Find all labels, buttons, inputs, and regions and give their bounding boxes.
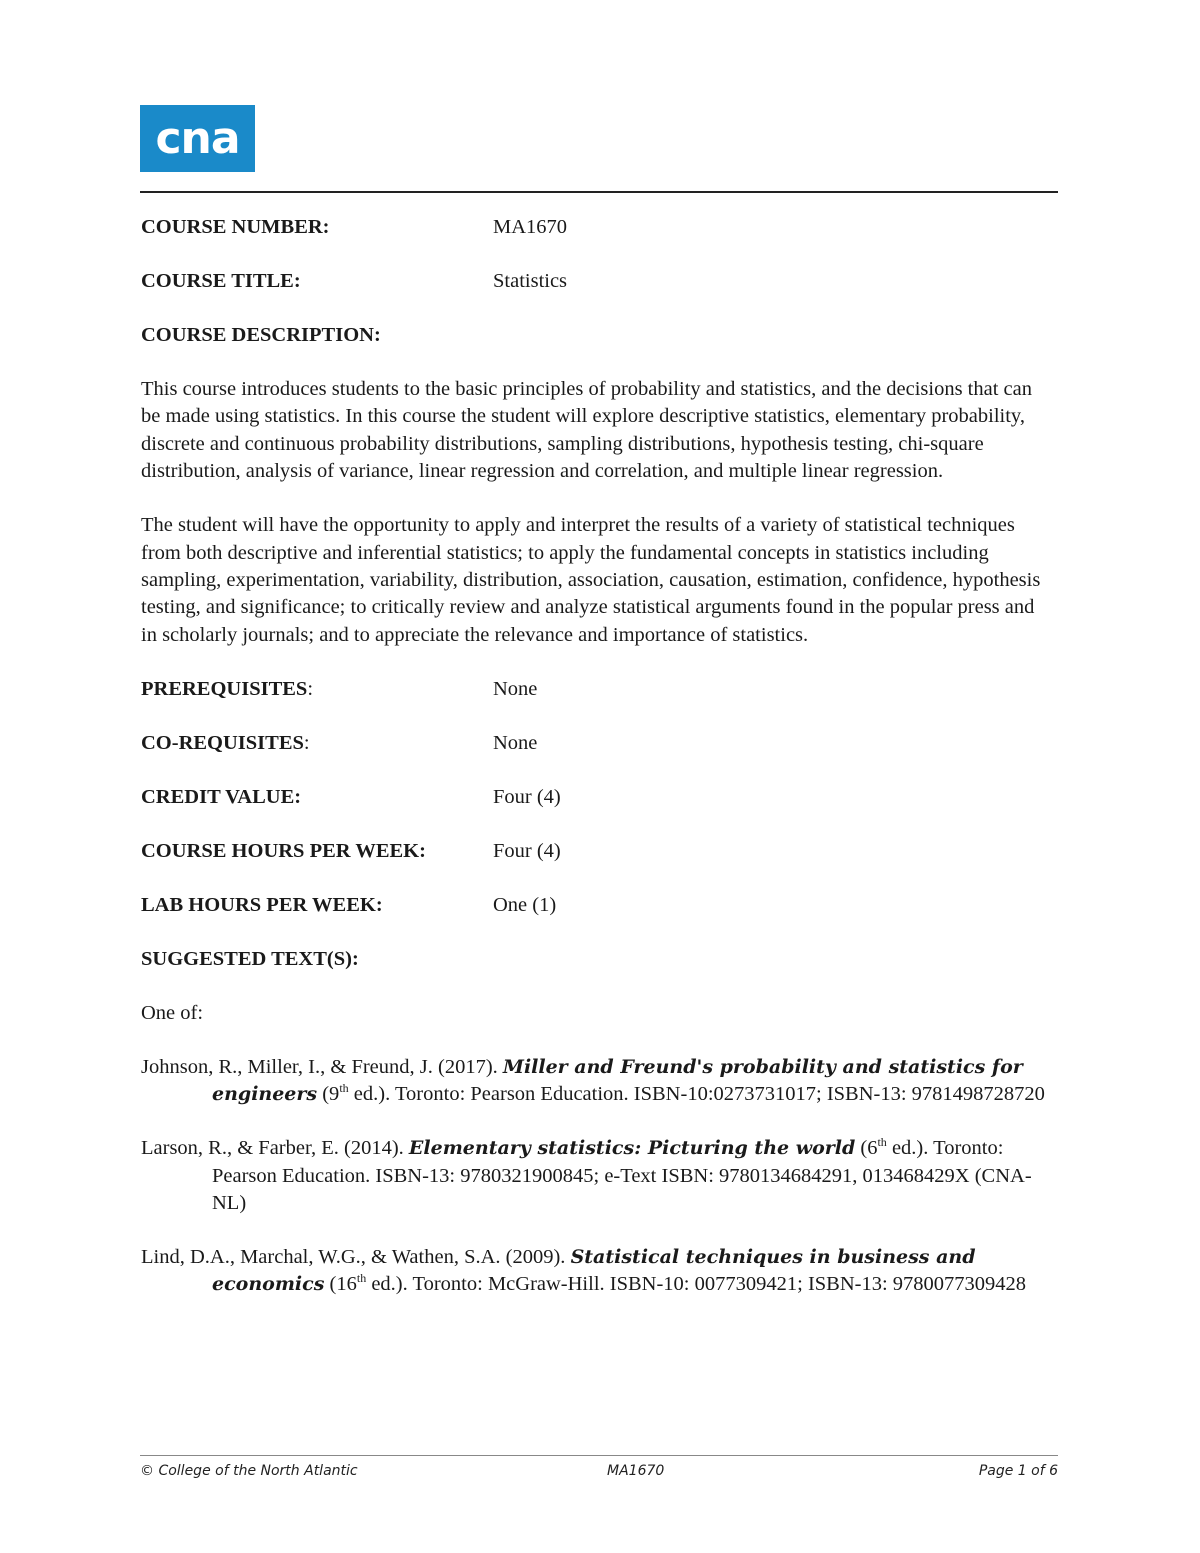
suggested-texts-intro: One of: bbox=[141, 1001, 204, 1024]
credit-value-value: Four (4) bbox=[493, 785, 561, 808]
course-number-value: MA1670 bbox=[493, 216, 568, 238]
suggested-texts-heading: SUGGESTED TEXT(S): bbox=[141, 947, 359, 970]
logo-text: cna bbox=[155, 113, 240, 164]
lab-hours-row bbox=[141, 892, 1051, 919]
page-footer bbox=[140, 1463, 1058, 1485]
corequisites-label: CO-REQUISITES: bbox=[141, 731, 310, 754]
course-description-paragraph: This course introduces students to the basic principles of probability and statistics, and the decisions that can be made using statistics. In this course the student will explore descriptive statistics, elementary probability, discrete and continuous probability distributions, sampling distributions, hypothesis testing, chi-square distribution, analysis of variance, linear regression and correlation, and multiple linear regression. bbox=[141, 378, 1032, 483]
course-title-value: Statistics bbox=[493, 270, 568, 292]
course-hours-value: Four (4) bbox=[493, 839, 561, 862]
course-number-row bbox=[141, 214, 1051, 241]
lab-hours-label: LAB HOURS PER WEEK: bbox=[141, 893, 383, 916]
footer-copyright: © College of the North Atlantic bbox=[140, 1463, 358, 1479]
reference-title: Statistical techniques in business and economics bbox=[212, 1246, 976, 1296]
course-description-paragraph: The student will have the opportunity to apply and interpret the results of a variety of statistical techniques from both descriptive and inferential statistics; to apply the fundamental concepts in statistics including sampling, experimentation, variability, distribution, association, causation, estimation, confidence, hypothesis testing, and significance; to critically review and analyze statistical arguments found in the popular press and in scholarly journals; and to appreciate the relevance and importance of statistics. bbox=[141, 514, 1041, 646]
course-hours-label: COURSE HOURS PER WEEK: bbox=[141, 839, 426, 862]
footer-divider bbox=[140, 1455, 1058, 1456]
lab-hours-value: One (1) bbox=[493, 893, 557, 916]
reference-item: Lind, D.A., Marchal, W.G., & Wathen, S.A. (2009). Statistical techniques in business and economics (16th ed.). Toronto: McGraw-Hill. ISBN-10: 0077309421; ISBN-13: 9780077309428 bbox=[141, 1246, 1027, 1296]
credit-value-label: CREDIT VALUE: bbox=[141, 785, 302, 808]
course-number-label: COURSE NUMBER: bbox=[141, 216, 330, 238]
reference-title: Elementary statistics: Picturing the world bbox=[408, 1137, 856, 1160]
credit-value-row bbox=[141, 784, 1051, 811]
footer-course-code: MA1670 bbox=[607, 1463, 665, 1479]
prerequisites-value: None bbox=[493, 677, 538, 700]
header-divider bbox=[140, 191, 1058, 193]
footer-page-number: Page 1 of 6 bbox=[978, 1463, 1058, 1479]
prerequisites-row bbox=[141, 676, 1051, 703]
cna-logo bbox=[140, 105, 255, 172]
reference-item: Johnson, R., Miller, I., & Freund, J. (2017). Miller and Freund's probability and statistics for engineers (9th ed.). Toronto: Pearson Education. ISBN-10:0273731017; ISBN-13: 9781498728720 bbox=[141, 1055, 1045, 1106]
course-title-row bbox=[141, 268, 1051, 295]
course-outline bbox=[141, 214, 1051, 1325]
corequisites-row bbox=[141, 730, 1051, 757]
corequisites-value: None bbox=[493, 731, 538, 754]
reference-item: Larson, R., & Farber, E. (2014). Elementary statistics: Picturing the world (6th ed.). Toronto: Pearson Education. ISBN-13: 9780321900845; e-Text ISBN: 9780134684291, 013468429X (CNA-NL) bbox=[141, 1135, 1032, 1215]
course-description-heading: COURSE DESCRIPTION: bbox=[141, 324, 381, 346]
prerequisites-label: PREREQUISITES: bbox=[141, 677, 314, 700]
reference-title: Miller and Freund's probability and statistics for engineers bbox=[212, 1055, 1023, 1106]
course-title-label: COURSE TITLE: bbox=[141, 270, 301, 292]
course-hours-row bbox=[141, 838, 1051, 865]
